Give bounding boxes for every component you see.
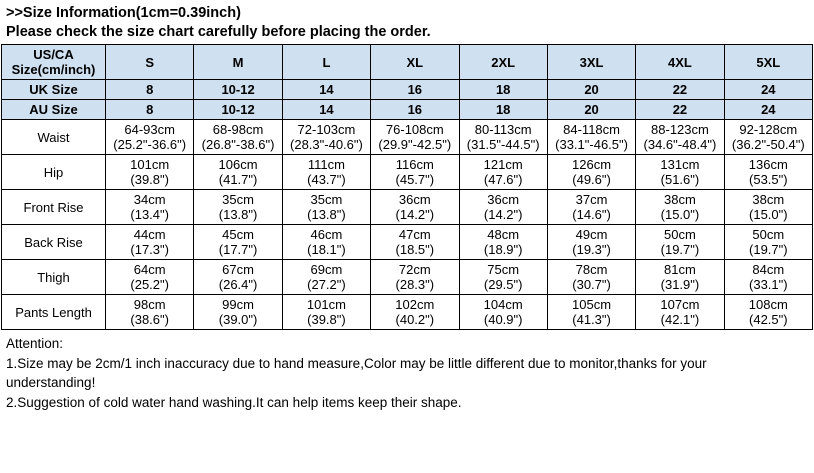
uk-size-m: 10-12 [194,80,282,100]
pants-length-s [106,295,194,330]
value-cm: 78cm [575,262,608,277]
value-cm: 49cm [575,227,608,242]
value-cm: 76-108cm [385,122,444,137]
back-rise-xl [371,225,459,260]
table-row-au-size [2,100,813,120]
value-cm: 80-113cm [474,122,532,137]
back-rise-5xl [724,225,812,260]
hip-3xl [547,155,635,190]
row-label-uk-size: UK Size [2,80,106,100]
waist-s [106,120,194,155]
value-cm: 36cm [398,192,431,207]
au-size-m: 10-12 [194,100,282,120]
value-inch: (53.5") [749,172,788,187]
value-inch: (49.6") [572,172,611,187]
front-rise-2xl [459,190,547,225]
hip-l [282,155,370,190]
value-inch: (41.7") [218,172,258,187]
value-inch: (13.8") [307,207,346,222]
row-label-pants-length: Pants Length [2,295,106,330]
waist-5xl [724,120,812,155]
value-inch: (38.6") [130,312,169,327]
table-row [2,190,813,225]
pants-length-l [282,295,370,330]
row-label-waist: Waist [2,120,106,155]
value-cm: 101cm [306,297,346,312]
value-inch: (40.9") [483,312,523,327]
value-cm: 102cm [395,297,435,312]
value-inch: (40.2") [395,312,435,327]
attention-title: Attention: [6,336,64,351]
thigh-s [106,260,194,295]
value-cm: 67cm [222,262,254,277]
uk-size-l: 14 [282,80,370,100]
table-row [2,120,813,155]
value-inch: (19.7") [660,242,700,257]
hip-2xl [459,155,547,190]
value-cm: 38cm [664,192,696,207]
pants-length-2xl [459,295,547,330]
attention-item-2: 2.Suggestion of cold water hand washing.It can help items keep their shape. [6,394,462,410]
back-rise-s [106,225,194,260]
header-cell-uscasize [2,45,106,80]
table-header-row-sizes [2,45,813,80]
value-cm: 38cm [752,192,785,207]
value-inch: (15.0") [749,207,788,222]
attention-item-1-line-1: 1.Size may be 2cm/1 inch inaccuracy due to hand measure,Color may be little different due to monitor,thanks for your [6,355,707,371]
front-rise-l [282,190,370,225]
value-cm: 48cm [487,227,520,242]
value-cm: 84cm [752,262,785,277]
value-cm: 111cm [307,157,345,172]
front-rise-m [194,190,282,225]
header-cell-size-xl: XL [371,45,459,80]
header-cell-size-3xl: 3XL [547,45,635,80]
attention-block [0,330,814,412]
value-inch: (42.5") [749,312,788,327]
row-label-front-rise: Front Rise [2,190,106,225]
waist-2xl [459,120,547,155]
value-inch: (43.7") [307,172,346,187]
value-cm: 106cm [218,157,258,172]
value-cm: 105cm [572,297,612,312]
value-cm: 88-123cm [651,122,709,137]
back-rise-m [194,225,282,260]
table-row [2,295,813,330]
value-inch: (19.3") [572,242,611,257]
value-cm: 98cm [133,297,166,312]
attention-item-1-line-2: understanding! [6,375,96,390]
table-row-uk-size [2,80,813,100]
value-inch: (26.8"-38.6") [201,137,275,152]
value-cm: 101cm [130,157,170,172]
value-cm: 81cm [664,262,696,277]
value-inch: (13.4") [130,207,169,222]
row-label-thigh: Thigh [2,260,106,295]
value-inch: (14.2") [395,207,435,222]
row-label-hip: Hip [2,155,106,190]
row-label-back-rise: Back Rise [2,225,106,260]
thigh-5xl [724,260,812,295]
value-cm: 136cm [748,157,788,172]
value-cm: 104cm [483,297,523,312]
value-inch: (30.7") [572,277,611,292]
value-inch: (17.7") [218,242,258,257]
value-cm: 121cm [483,157,523,172]
value-inch: (31.5"-44.5") [466,137,540,152]
front-rise-s [106,190,194,225]
value-cm: 99cm [222,297,254,312]
value-cm: 50cm [752,227,785,242]
header-cell-size-m: M [194,45,282,80]
value-inch: (14.6") [572,207,611,222]
value-cm: 116cm [395,157,434,172]
value-inch: (34.6"-48.4") [643,137,717,152]
table-row [2,260,813,295]
thigh-l [282,260,370,295]
au-size-l: 14 [282,100,370,120]
back-rise-3xl [547,225,635,260]
value-inch: (39.0") [218,312,258,327]
value-cm: 108cm [748,297,788,312]
value-inch: (47.6") [483,172,523,187]
uk-size-s: 8 [106,80,194,100]
pants-length-3xl [547,295,635,330]
front-rise-xl [371,190,459,225]
value-inch: (13.8") [218,207,258,222]
value-cm: 36cm [487,192,520,207]
value-inch: (18.1") [307,242,346,257]
uk-size-4xl: 22 [636,80,724,100]
thigh-xl [371,260,459,295]
thigh-2xl [459,260,547,295]
value-inch: (18.5") [395,242,435,257]
pants-length-m [194,295,282,330]
value-inch: (29.5") [483,277,523,292]
value-inch: (36.2"-50.4") [731,137,805,152]
value-inch: (25.2") [130,277,169,292]
header-cell-size-s: S [106,45,194,80]
value-inch: (26.4") [218,277,258,292]
value-cm: 64-93cm [124,122,175,137]
back-rise-2xl [459,225,547,260]
thigh-3xl [547,260,635,295]
value-inch: (42.1") [660,312,700,327]
uk-size-xl: 16 [371,80,459,100]
value-cm: 45cm [222,227,254,242]
value-cm: 35cm [222,192,254,207]
value-inch: (41.3") [572,312,611,327]
value-cm: 50cm [664,227,696,242]
value-cm: 64cm [133,262,166,277]
value-cm: 69cm [310,262,343,277]
row-label-au-size: AU Size [2,100,106,120]
value-cm: 92-128cm [739,122,798,137]
hip-s [106,155,194,190]
thigh-4xl [636,260,724,295]
value-cm: 47cm [398,227,431,242]
hip-m [194,155,282,190]
table-row [2,225,813,260]
hip-xl [371,155,459,190]
uk-size-3xl: 20 [547,80,635,100]
value-inch: (14.2") [483,207,523,222]
waist-xl [371,120,459,155]
waist-l [282,120,370,155]
uk-size-2xl: 18 [459,80,547,100]
value-cm: 72cm [398,262,431,277]
value-inch: (25.2"-36.6") [113,137,187,152]
value-cm: 37cm [575,192,608,207]
value-inch: (51.6") [660,172,700,187]
value-cm: 72-103cm [297,122,356,137]
uk-size-5xl: 24 [724,80,812,100]
value-inch: (33.1"-46.5") [555,137,628,152]
value-inch: (28.3"-40.6") [290,137,363,152]
front-rise-3xl [547,190,635,225]
value-cm: 35cm [310,192,343,207]
value-cm: 46cm [310,227,343,242]
pants-length-5xl [724,295,812,330]
value-cm: 107cm [660,297,700,312]
pants-length-xl [371,295,459,330]
hip-5xl [724,155,812,190]
header-label-line: US/CA Size(cm/inch) [11,47,96,77]
value-cm: 34cm [133,192,166,207]
au-size-2xl: 18 [459,100,547,120]
size-chart-body [2,45,813,330]
value-inch: (39.8") [307,312,346,327]
size-information-title: >>Size Information(1cm=0.39inch) [6,5,241,21]
value-cm: 68-98cm [212,122,264,137]
header-cell-size-2xl: 2XL [459,45,547,80]
header-cell-size-5xl: 5XL [724,45,812,80]
au-size-xl: 16 [371,100,459,120]
header-cell-size-4xl: 4XL [636,45,724,80]
pants-length-4xl [636,295,724,330]
au-size-5xl: 24 [724,100,812,120]
value-cm: 75cm [487,262,520,277]
au-size-s: 8 [106,100,194,120]
waist-3xl [547,120,635,155]
table-row [2,155,813,190]
value-cm: 84-118cm [563,122,620,137]
value-inch: (29.9"-42.5") [378,137,452,152]
back-rise-4xl [636,225,724,260]
value-inch: (19.7") [749,242,788,257]
value-cm: 126cm [572,157,612,172]
au-size-3xl: 20 [547,100,635,120]
value-cm: 44cm [133,227,166,242]
size-chart-table [1,44,813,330]
header-block [0,0,814,44]
value-inch: (45.7") [395,172,435,187]
front-rise-4xl [636,190,724,225]
thigh-m [194,260,282,295]
value-inch: (33.1") [749,277,788,292]
header-cell-size-l: L [282,45,370,80]
value-inch: (17.3") [130,242,169,257]
au-size-4xl: 22 [636,100,724,120]
value-inch: (28.3") [395,277,435,292]
waist-4xl [636,120,724,155]
size-chart-notice: Please check the size chart carefully before placing the order. [6,24,431,40]
waist-m [194,120,282,155]
value-inch: (31.9") [660,277,700,292]
value-cm: 131cm [660,157,700,172]
value-inch: (18.9") [483,242,523,257]
value-inch: (15.0") [660,207,700,222]
hip-4xl [636,155,724,190]
value-inch: (39.8") [130,172,169,187]
value-inch: (27.2") [307,277,346,292]
front-rise-5xl [724,190,812,225]
back-rise-l [282,225,370,260]
